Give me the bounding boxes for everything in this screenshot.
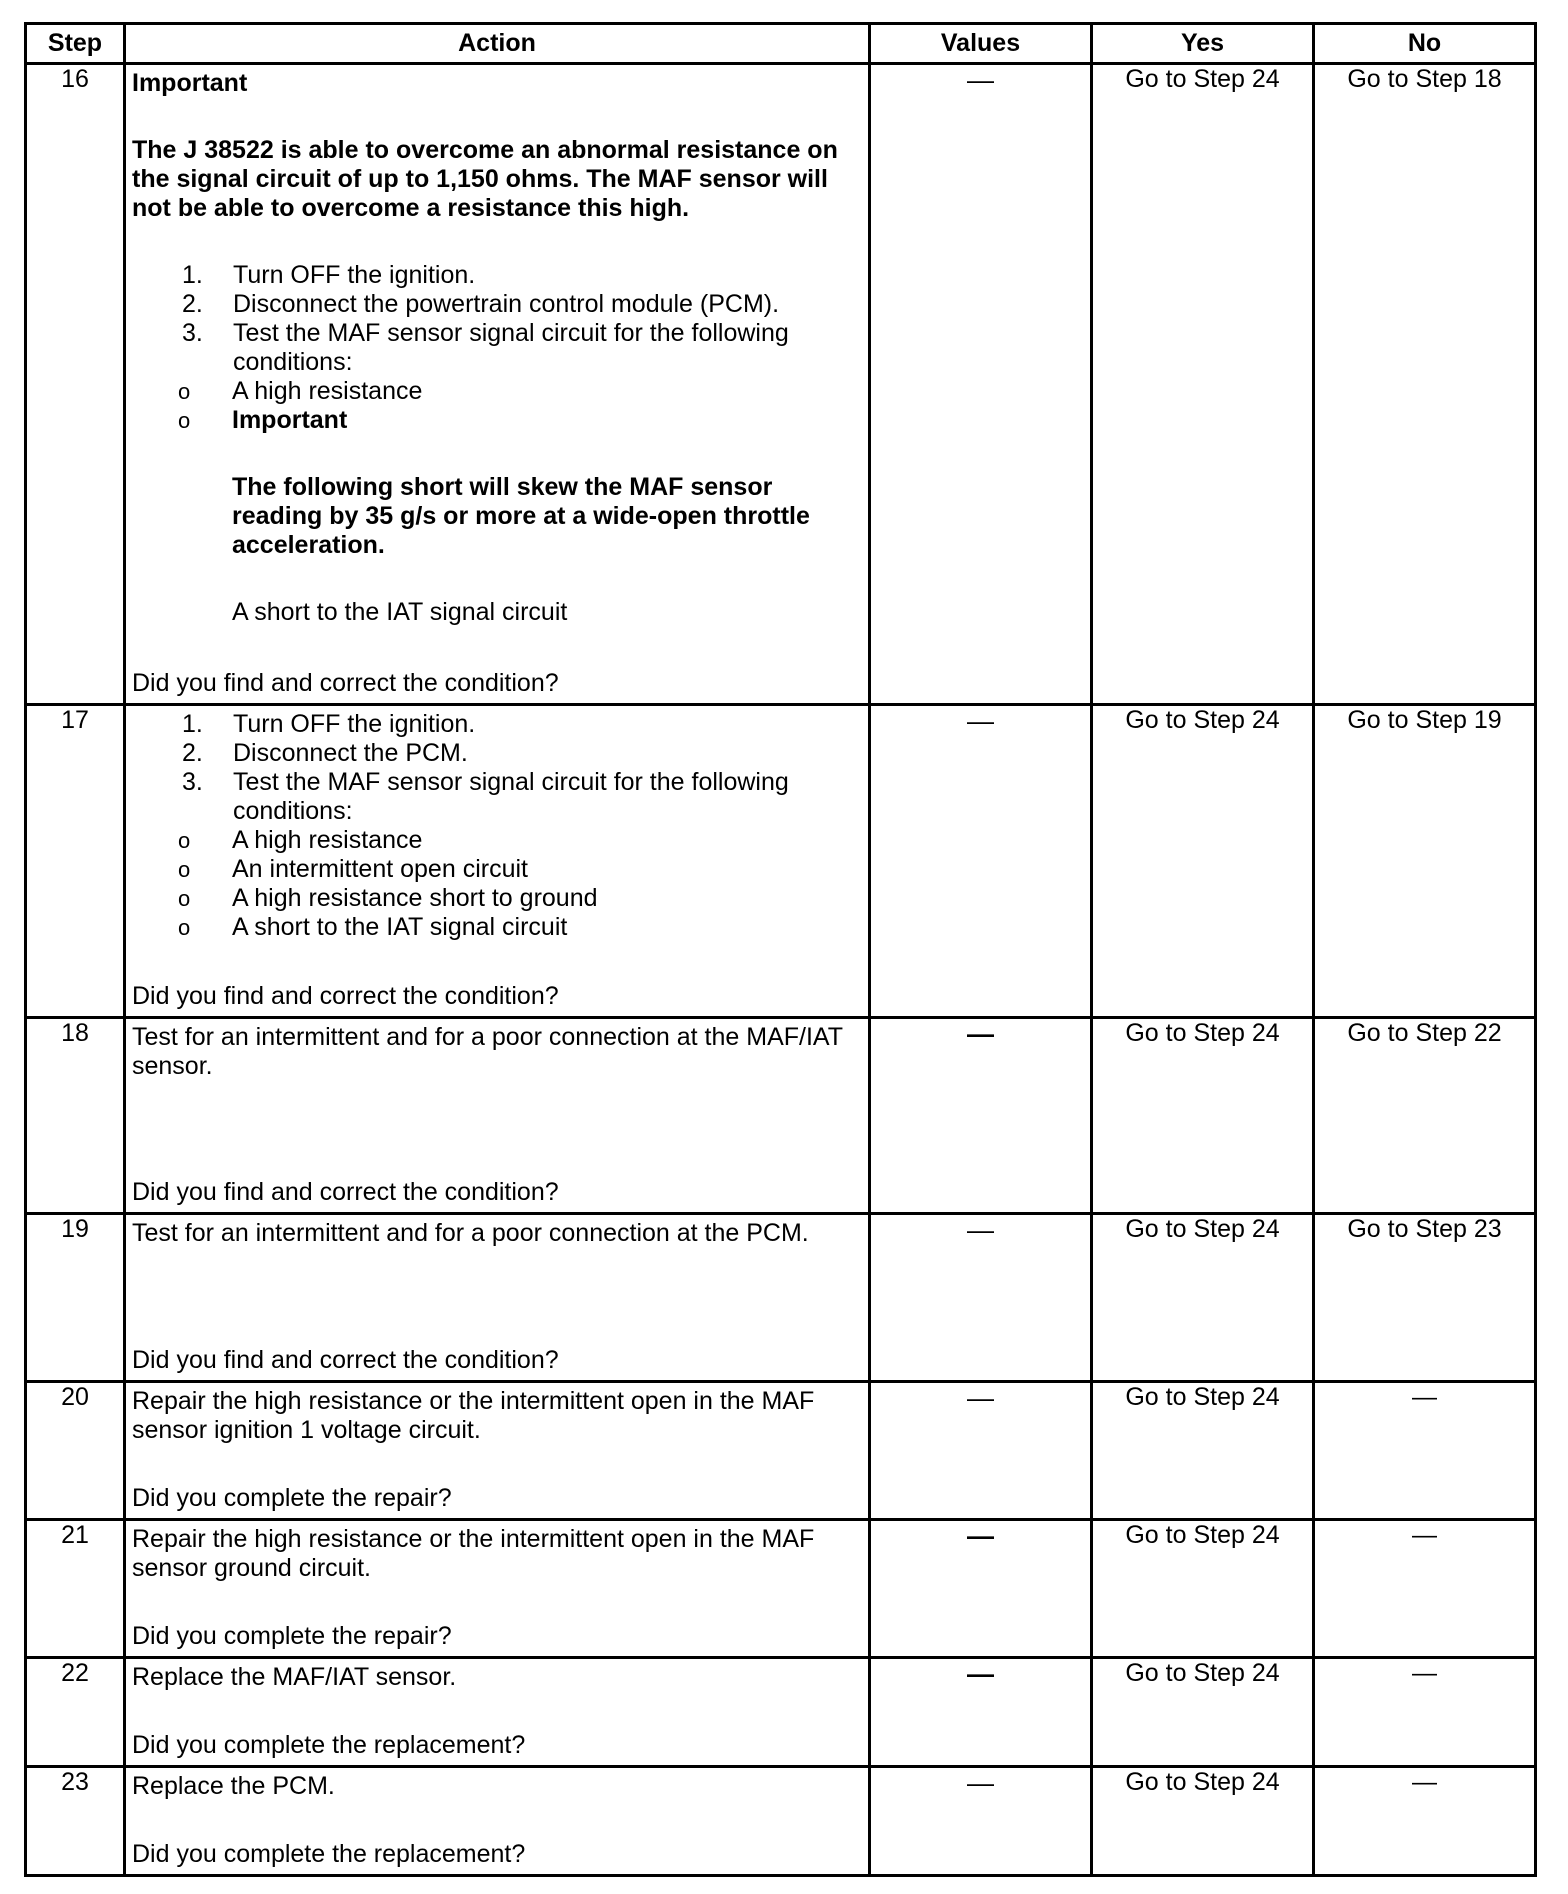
no-cell [1314,1017,1536,1213]
yes-goto: Go to Step 24 [1125,1382,1280,1411]
step-number: 18 [26,1017,125,1213]
no-goto: Go to Step 19 [1347,706,1502,735]
no-goto: — [1412,1382,1437,1411]
no-goto: Go to Step 23 [1347,1214,1502,1243]
bullet-icon: o [178,915,191,941]
no-cell [1314,1657,1536,1766]
no-goto: Go to Step 22 [1347,1018,1502,1047]
question: Did you find and correct the condition? [132,1345,559,1374]
yes-goto: Go to Step 24 [1125,1018,1280,1047]
no-goto: — [1412,1658,1437,1687]
action-text: Test for an intermittent and for a poor connection at the PCM. [132,1218,809,1247]
condition-item: o A short to the IAT signal circuit [178,913,568,942]
no-goto: — [1412,1767,1437,1796]
table-row-step-16 [26,64,1536,705]
condition-item: o An intermittent open circuit [178,855,528,884]
yes-goto: Go to Step 24 [1125,706,1280,735]
action-cell [125,705,870,1017]
question: Did you find and correct the condition? [132,981,559,1010]
yes-cell [1092,1519,1314,1657]
values-cell: — [870,64,1092,705]
procedure-step: 1. Turn OFF the ignition. [182,261,476,289]
action-text: Test for an intermittent and for a poor connection at the MAF/IAT sensor. [132,1022,843,1080]
yes-goto: Go to Step 24 [1125,1767,1280,1796]
yes-cell [1092,1213,1314,1381]
procedure-list [132,710,858,826]
values-cell: — [870,1519,1092,1657]
action-text: Repair the high resistance or the intermittent open in the MAF sensor ignition 1 voltage circuit. [132,1386,815,1444]
condition-item: A short to the IAT signal circuit [232,598,568,626]
yes-goto: Go to Step 24 [1125,65,1280,93]
table-row-step-22 [26,1657,1536,1766]
table-row-step-21 [26,1519,1536,1657]
action-cell [125,64,870,705]
action-cell [125,1381,870,1519]
yes-goto: Go to Step 24 [1125,1520,1280,1549]
action-cell [125,1213,870,1381]
table-row-step-19 [26,1213,1536,1381]
condition-item: o A high resistance [178,377,423,405]
bullet-icon: o [178,828,191,854]
diagnostic-page [24,22,1534,1877]
question: Did you complete the replacement? [132,1840,526,1868]
yes-cell [1092,64,1314,705]
question: Did you complete the repair? [132,1483,452,1512]
no-cell [1314,64,1536,705]
no-cell [1314,1519,1536,1657]
no-cell [1314,1381,1536,1519]
action-text: Replace the MAF/IAT sensor. [132,1662,457,1691]
condition-item: o Important [178,406,348,434]
table-row-step-23 [26,1766,1536,1875]
procedure-step: 2. Disconnect the PCM. [182,739,468,768]
procedure-step: 3. Test the MAF sensor signal circuit for the following conditions: [182,768,789,826]
yes-cell [1092,1381,1314,1519]
step-number: 23 [26,1766,125,1875]
header-row [26,24,1536,64]
condition-list [132,377,858,435]
procedure-list [132,261,858,435]
yes-goto: Go to Step 24 [1125,1658,1280,1687]
step-number: 16 [26,64,125,705]
table-row-step-17 [26,705,1536,1017]
no-goto: — [1412,1520,1437,1549]
question: Did you find and correct the condition? [132,1177,559,1206]
yes-cell [1092,1657,1314,1766]
yes-goto: Go to Step 24 [1125,1214,1280,1243]
condition-list [132,826,858,942]
action-text: Repair the high resistance or the intermittent open in the MAF sensor ground circuit. [132,1524,815,1582]
diagnostic-table [24,22,1537,1877]
important-note: The J 38522 is able to overcome an abnormal resistance on the signal circuit of up to 1,150 ohms. The MAF sensor will not be able to overcome a resistance this high. [132,136,838,222]
values-cell: — [870,1766,1092,1875]
header-values: Values [870,24,1092,64]
no-cell [1314,1766,1536,1875]
step-number: 22 [26,1657,125,1766]
question: Did you complete the replacement? [132,1730,526,1759]
question: Did you find and correct the condition? [132,669,559,698]
no-goto: Go to Step 18 [1347,65,1502,93]
values-cell: — [870,1657,1092,1766]
yes-cell [1092,1766,1314,1875]
header-step: Step [26,24,125,64]
values-cell: — [870,1381,1092,1519]
action-cell [125,1017,870,1213]
no-cell [1314,1213,1536,1381]
important-label: Important [132,69,248,97]
action-cell [125,1519,870,1657]
condition-item: o A high resistance [178,826,423,855]
table-row-step-20 [26,1381,1536,1519]
action-cell [125,1657,870,1766]
important-note: The following short will skew the MAF sensor reading by 35 g/s or more at a wide-open throttle acceleration. [232,473,810,559]
action-text: Replace the PCM. [132,1771,335,1800]
procedure-step: 3. Test the MAF sensor signal circuit for the following conditions: o A high resistance o Important [132,319,858,435]
bullet-icon: o [178,379,191,404]
bullet-icon: o [178,886,191,912]
header-action: Action [125,24,870,64]
header-yes: Yes [1092,24,1314,64]
step-number: 17 [26,705,125,1017]
table-row-step-18 [26,1017,1536,1213]
no-cell [1314,705,1536,1017]
bullet-icon: o [178,857,191,883]
question: Did you complete the repair? [132,1621,452,1650]
header-no: No [1314,24,1536,64]
bullet-icon: o [178,408,191,433]
condition-item: o A high resistance short to ground [178,884,598,913]
yes-cell [1092,705,1314,1017]
values-cell: — [870,1213,1092,1381]
step-number: 19 [26,1213,125,1381]
yes-cell [1092,1017,1314,1213]
values-cell: — [870,1017,1092,1213]
procedure-step: 1. Turn OFF the ignition. [182,710,476,739]
procedure-step: 2. Disconnect the powertrain control module (PCM). [182,290,780,318]
values-cell: — [870,705,1092,1017]
action-cell [125,1766,870,1875]
step-number: 21 [26,1519,125,1657]
step-number: 20 [26,1381,125,1519]
